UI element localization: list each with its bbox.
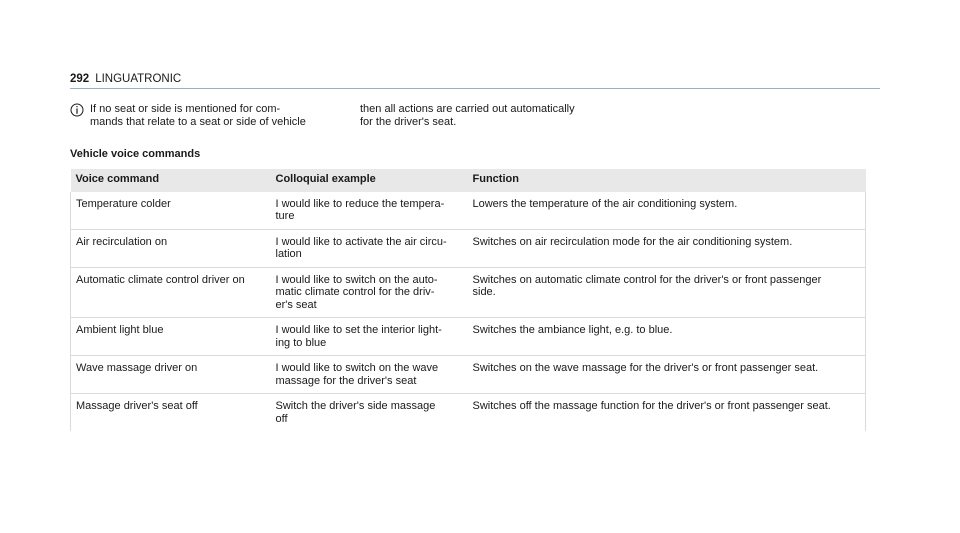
- info-icon: [70, 103, 84, 117]
- voice-commands-table: [70, 169, 866, 431]
- column-header-colloquial-example: Colloquial example: [271, 169, 468, 192]
- command-cell: Air recirculation on: [71, 229, 271, 267]
- example-line: I would like to reduce the tempera-: [275, 197, 445, 210]
- function-line: Lowers the temperature of the air conditioning system.: [472, 197, 738, 210]
- table-row: [71, 394, 866, 432]
- example-cell: [271, 356, 468, 394]
- note-line: If no seat or side is mentioned for com-: [90, 103, 281, 115]
- page-number: 292: [70, 73, 90, 85]
- command-cell: Automatic climate control driver on: [71, 267, 271, 318]
- function-cell: [468, 356, 866, 394]
- example-line: I would like to switch on the auto-: [275, 273, 438, 286]
- column-header-function: Function: [468, 169, 866, 192]
- column-header-voice-command: Voice command: [71, 169, 271, 192]
- table-row: [71, 192, 866, 230]
- page-header: [70, 73, 181, 85]
- note-line: then all actions are carried out automatically: [360, 103, 575, 115]
- example-cell: [271, 192, 468, 230]
- table-row: [71, 229, 866, 267]
- example-cell: [271, 394, 468, 432]
- function-cell: [468, 394, 866, 432]
- example-cell: [271, 318, 468, 356]
- command-cell: Temperature colder: [71, 192, 271, 230]
- example-line: I would like to switch on the wave: [275, 362, 439, 374]
- function-cell: [468, 229, 866, 267]
- command-cell: Wave massage driver on: [71, 356, 271, 394]
- section-title: Vehicle voice commands: [70, 148, 201, 160]
- note-line: for the driver's seat.: [360, 116, 457, 128]
- example-cell: [271, 229, 468, 267]
- function-line: Switches off the massage function for the driver's or front passenger seat.: [472, 400, 831, 412]
- section-name: LINGUATRONIC: [95, 73, 182, 85]
- note-line: mands that relate to a seat or side of vehicle: [90, 116, 306, 128]
- function-line: side.: [472, 286, 496, 298]
- command-cell: Ambient light blue: [71, 318, 271, 356]
- example-line: I would like to set the interior light-: [275, 324, 442, 336]
- command-cell: Massage driver's seat off: [71, 394, 271, 432]
- function-cell: [468, 267, 866, 318]
- example-line: er's seat: [275, 298, 317, 311]
- function-line: Switches the ambiance light, e.g. to blue.: [472, 324, 673, 336]
- example-line: matic climate control for the driv-: [275, 286, 435, 298]
- example-line: off: [275, 412, 288, 425]
- header-divider: [70, 88, 880, 89]
- function-line: Switches on automatic climate control for the driver's or front passenger: [472, 273, 822, 286]
- example-line: Switch the driver's side massage: [275, 400, 436, 412]
- table-row: [71, 267, 866, 318]
- function-line: Switches on air recirculation mode for the air conditioning system.: [472, 235, 793, 248]
- table-header-row: [71, 169, 866, 192]
- note-column-1: [90, 103, 350, 129]
- function-line: Switches on the wave massage for the driver's or front passenger seat.: [472, 362, 819, 374]
- example-line: ture: [275, 210, 295, 222]
- table-row: [71, 356, 866, 394]
- note-column-2: [360, 103, 640, 129]
- example-cell: [271, 267, 468, 318]
- info-note: [70, 103, 640, 129]
- example-line: I would like to activate the air circu-: [275, 235, 447, 248]
- example-line: lation: [275, 248, 302, 260]
- example-line: ing to blue: [275, 336, 327, 349]
- example-line: massage for the driver's seat: [275, 374, 417, 387]
- function-cell: [468, 318, 866, 356]
- function-cell: [468, 192, 866, 230]
- table-row: [71, 318, 866, 356]
